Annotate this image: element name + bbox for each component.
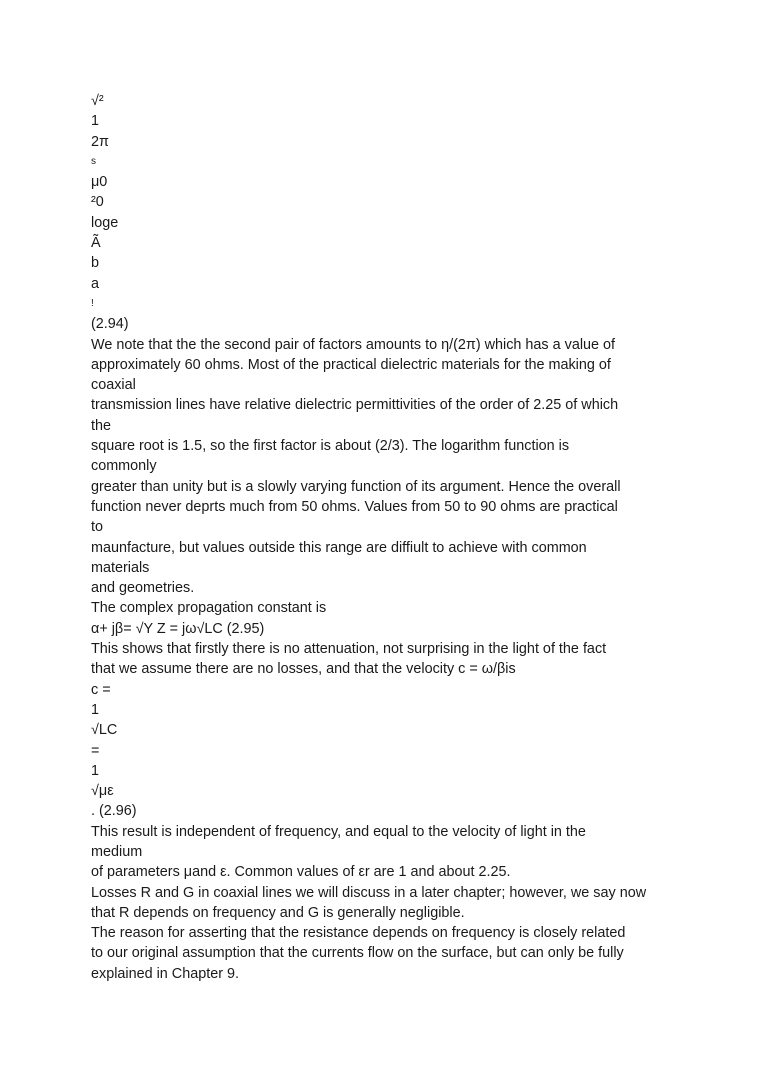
text-line: loge — [91, 214, 119, 231]
text-line: s — [91, 155, 96, 167]
text-line: √² — [91, 93, 104, 109]
equation-line: 1 — [91, 762, 100, 779]
equation-number: . (2.96) — [91, 803, 137, 820]
text-line: that R depends on frequency and G is generally negligible. — [91, 904, 465, 921]
text-line: μ0 — [91, 174, 108, 191]
text-line: coaxial — [91, 377, 136, 394]
text-line: This shows that firstly there is no attenuation, not surprising in the light of the fact — [91, 641, 607, 658]
text-line: square root is 1.5, so the first factor is about (2/3). The logarithm function is — [91, 438, 570, 455]
text-line: 1 — [91, 113, 100, 130]
text-line: transmission lines have relative dielectric permittivities of the order of 2.25 of which — [91, 397, 619, 414]
text-line: This result is independent of frequency, and equal to the velocity of light in the — [91, 823, 586, 840]
equation-line: 1 — [91, 701, 100, 718]
text-line: greater than unity but is a slowly varying function of its argument. Hence the overall — [91, 478, 621, 495]
equation-line: = — [91, 742, 100, 759]
text-line: 2π — [91, 133, 109, 150]
text-line: b — [91, 255, 100, 272]
text-line: medium — [91, 843, 143, 860]
text-line: that we assume there are no losses, and that the velocity c = ω/βis — [91, 661, 516, 678]
text-line: function never deprts much from 50 ohms. Values from 50 to 90 ohms are practical — [91, 498, 618, 515]
text-line: materials — [91, 559, 150, 576]
text-line: the — [91, 417, 112, 434]
text-line: ²0 — [91, 194, 104, 211]
equation-line: α+ jβ= √Y Z = jω√LC (2.95) — [91, 620, 265, 637]
document-page — [91, 91, 681, 984]
text-line: Losses R and G in coaxial lines we will discuss in a later chapter; however, we say now — [91, 884, 647, 901]
text-line: and geometries. — [91, 580, 195, 597]
equation-line: √LC — [91, 722, 118, 739]
text-line: Ã — [91, 235, 101, 252]
text-line: The complex propagation constant is — [91, 600, 327, 617]
equation-line: √με — [91, 783, 114, 800]
equation-number: (2.94) — [91, 316, 129, 333]
text-line: maunfacture, but values outside this range are diffiult to achieve with common — [91, 539, 587, 556]
text-line: The reason for asserting that the resistance depends on frequency is closely related — [91, 925, 626, 942]
text-line: a — [91, 275, 100, 292]
equation-line: c = — [91, 681, 111, 698]
text-line: We note that the the second pair of factors amounts to η/(2π) which has a value of — [91, 336, 616, 353]
text-line: ! — [91, 297, 94, 309]
text-line: explained in Chapter 9. — [91, 965, 240, 982]
text-line: approximately 60 ohms. Most of the practical dielectric materials for the making of — [91, 356, 611, 373]
text-line: of parameters μand ε. Common values of εr are 1 and about 2.25. — [91, 864, 511, 881]
text-line: to our original assumption that the currents flow on the surface, but can only be fully — [91, 945, 624, 962]
text-line: to — [91, 519, 104, 536]
text-line: commonly — [91, 458, 157, 475]
